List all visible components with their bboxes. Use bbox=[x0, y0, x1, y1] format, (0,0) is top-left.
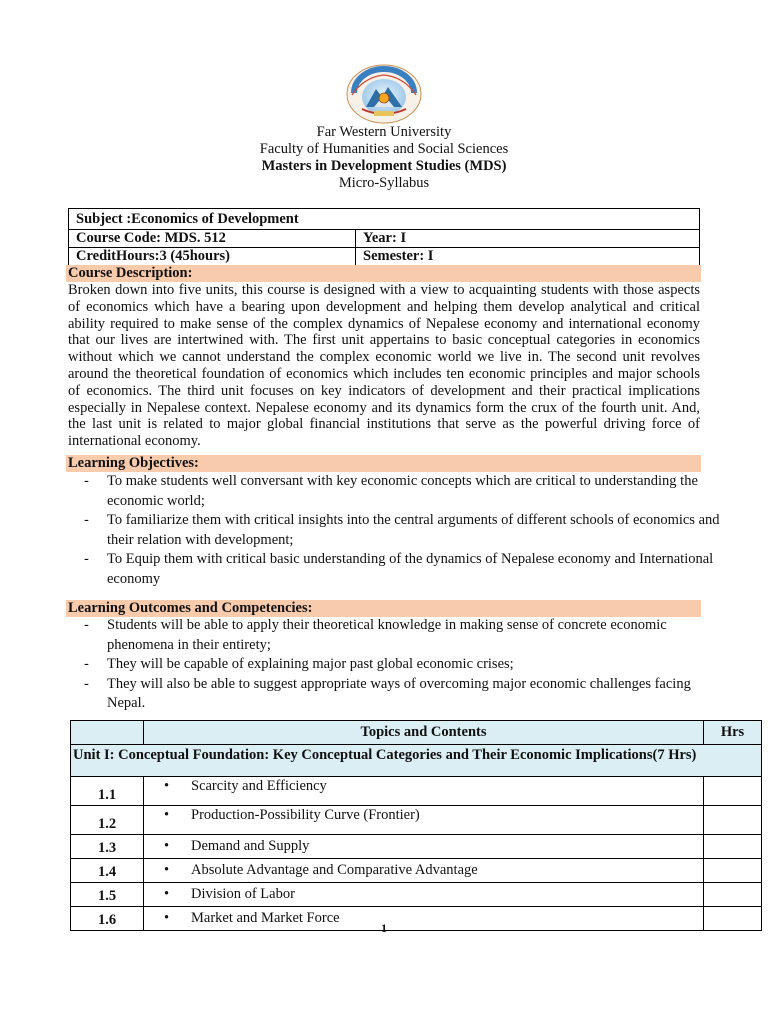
semester-cell: Semester: I bbox=[356, 248, 700, 266]
objective-item: - To familiarize them with critical insights into the central arguments of different schools of economics and their relation with development; bbox=[76, 511, 726, 550]
topic-cell bbox=[144, 883, 704, 907]
topics-table bbox=[70, 720, 762, 931]
course-description-heading: Course Description: bbox=[66, 265, 701, 282]
unit-title-row bbox=[71, 745, 762, 777]
table-row bbox=[71, 777, 762, 806]
hrs-cell bbox=[704, 859, 762, 883]
topic-text: Scarcity and Efficiency bbox=[191, 778, 327, 794]
objective-item: - To Equip them with critical basic understanding of the dynamics of Nepalese economy and International economy bbox=[76, 550, 726, 589]
hrs-cell bbox=[704, 806, 762, 835]
topic-number: 1.2 bbox=[71, 806, 144, 835]
objective-item: - To make students well conversant with key economic concepts which are critical to understanding the economic world; bbox=[76, 472, 726, 511]
table-row bbox=[71, 859, 762, 883]
learning-objectives-list bbox=[76, 472, 726, 589]
topic-number: 1.1 bbox=[71, 777, 144, 806]
topics-header-cell: Topics and Contents bbox=[144, 721, 704, 745]
program-title: Masters in Development Studies (MDS) bbox=[261, 158, 507, 174]
faculty-name: Faculty of Humanities and Social Sciences bbox=[259, 141, 509, 157]
subject-cell: Subject :Economics of Development bbox=[69, 209, 700, 230]
university-name: Far Western University bbox=[316, 124, 452, 140]
topic-cell bbox=[144, 777, 704, 806]
hrs-cell bbox=[704, 777, 762, 806]
bullet-icon: • bbox=[164, 910, 170, 926]
hrs-cell bbox=[704, 835, 762, 859]
topic-text: Production-Possibility Curve (Frontier) bbox=[191, 807, 420, 823]
outcome-item: - Students will be able to apply their theoretical knowledge in making sense of concrete economic phenomena in their entirety; bbox=[76, 616, 726, 655]
bullet-icon: • bbox=[164, 886, 170, 902]
hrs-header-cell: Hrs bbox=[704, 721, 762, 745]
learning-objectives-heading: Learning Objectives: bbox=[66, 455, 701, 472]
bullet-icon: • bbox=[164, 838, 170, 854]
learning-outcomes-list bbox=[76, 616, 726, 714]
topic-text: Absolute Advantage and Comparative Advantage bbox=[191, 862, 478, 878]
bullet-icon: • bbox=[164, 778, 170, 794]
course-info-table bbox=[68, 208, 700, 266]
table-row bbox=[71, 835, 762, 859]
year-cell: Year: I bbox=[356, 230, 700, 248]
table-row bbox=[71, 806, 762, 835]
topic-number: 1.4 bbox=[71, 859, 144, 883]
course-code-cell: Course Code: MDS. 512 bbox=[69, 230, 356, 248]
topic-text: Market and Market Force bbox=[191, 910, 340, 926]
topic-text: Division of Labor bbox=[191, 886, 295, 902]
course-description-text: Broken down into five units, this course is designed with a view to acquainting students with those aspects of economics which have a bearing upon development and helping them develop analytical and critical ability required to make sense of the complex dynamics of Nepalese economy and international economy that our lives are intertwined with. The first unit appertains to basic conceptual categories in economics without which we cannot understand the complex economic world we live in. The second unit revolves around the theoretical foundation of economics which includes ten economic principles and major schools of economics. The third unit focuses on key indicators of development and their practical implications especially in Nepalese context. Nepalese economy and its dynamics form the crux of the fourth unit. And, the last unit is related to major global financial institutions that serve as the powerful driving force of international economy. bbox=[68, 282, 700, 450]
credit-hours-cell: CreditHours:3 (45hours) bbox=[69, 248, 356, 266]
topic-cell bbox=[144, 806, 704, 835]
topic-text: Demand and Supply bbox=[191, 838, 310, 854]
outcome-item: - They will be capable of explaining major past global economic crises; bbox=[76, 655, 726, 675]
outcome-item: - They will also be able to suggest appropriate ways of overcoming major economic challenges facing Nepal. bbox=[76, 675, 726, 714]
university-seal-icon bbox=[344, 63, 424, 125]
learning-outcomes-heading: Learning Outcomes and Competencies: bbox=[66, 600, 701, 617]
topics-header-row bbox=[71, 721, 762, 745]
hrs-cell bbox=[704, 883, 762, 907]
bullet-icon: • bbox=[164, 807, 170, 823]
page-number: 1 bbox=[381, 921, 387, 935]
unit-title: Unit I: Conceptual Foundation: Key Conceptual Categories and Their Economic Implications(7 Hrs) bbox=[71, 745, 762, 777]
table-row bbox=[71, 883, 762, 907]
topic-number: 1.6 bbox=[71, 907, 144, 931]
number-header-cell bbox=[71, 721, 144, 745]
document-type: Micro-Syllabus bbox=[338, 175, 430, 191]
topic-number: 1.3 bbox=[71, 835, 144, 859]
topic-cell bbox=[144, 835, 704, 859]
university-logo bbox=[344, 63, 424, 125]
topic-cell bbox=[144, 859, 704, 883]
bullet-icon: • bbox=[164, 862, 170, 878]
topic-number: 1.5 bbox=[71, 883, 144, 907]
